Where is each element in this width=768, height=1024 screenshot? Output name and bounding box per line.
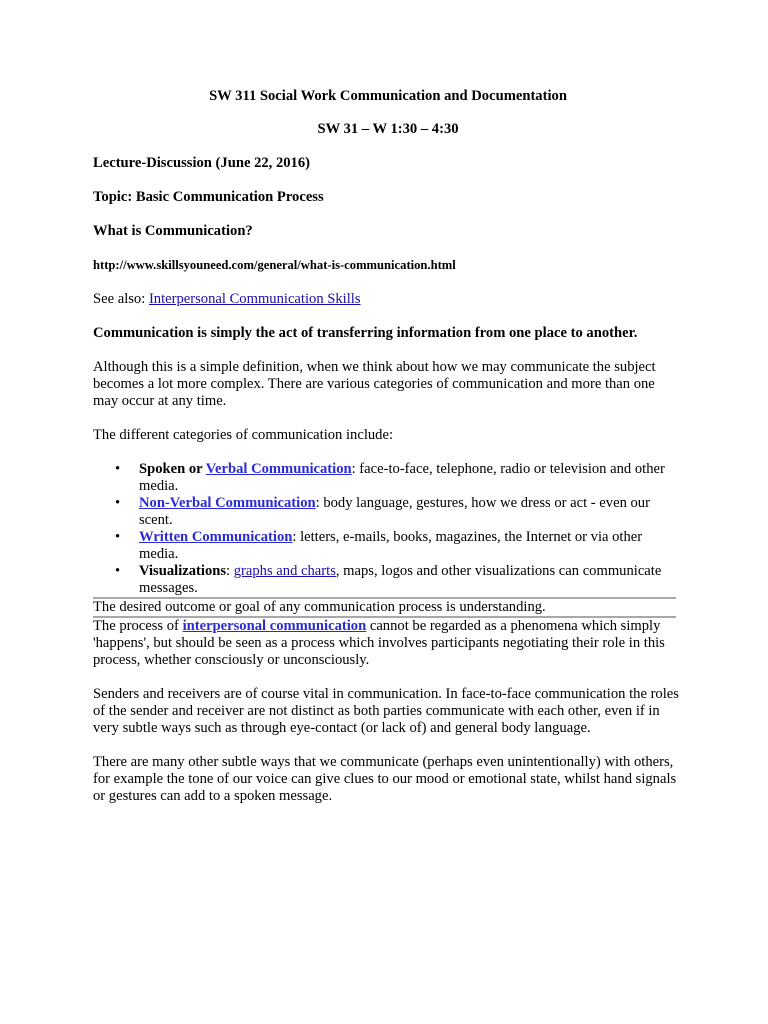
see-also-prefix: See also: [93, 291, 149, 307]
subtle-paragraph: There are many other subtle ways that we communicate (perhaps even unintentionally) with others, for example the tone of our voice can give clues to our mood or emotional state, whilst hand signals or gestures can add to a spoken message. [93, 754, 677, 804]
intro-paragraph: Although this is a simple definition, when we think about how we may communicate the subject becomes a lot more complex. There are various categories of communication and more than one may occur at any time. [93, 359, 656, 409]
list-item [115, 529, 683, 563]
topic-heading: Topic: Basic Communication Process [93, 189, 324, 205]
document-body [93, 88, 683, 822]
verbal-communication-link[interactable]: Verbal Communication [205, 461, 352, 477]
bullet-icon: • [115, 563, 121, 579]
list-item [115, 495, 683, 529]
goal-statement: The desired outcome or goal of any communication process is understanding. [93, 599, 546, 615]
definition: Communication is simply the act of transferring information from one place to another. [93, 325, 638, 341]
course-title: SW 311 Social Work Communication and Documentation [209, 88, 567, 104]
categories-list [93, 461, 683, 597]
category-colon: : [226, 563, 234, 579]
category-prefix: Spoken or [139, 461, 206, 477]
process-paragraph [93, 618, 683, 669]
question-heading: What is Communication? [93, 223, 253, 239]
source-url: http://www.skillsyouneed.com/general/what-is-communication.html [93, 258, 456, 272]
bullet-icon: • [115, 495, 121, 511]
written-communication-link[interactable]: Written Communication [139, 529, 293, 545]
bullet-icon: • [115, 461, 121, 477]
see-also-line [93, 291, 683, 308]
non-verbal-communication-link[interactable]: Non-Verbal Communication [139, 495, 316, 511]
bullet-icon: • [115, 529, 121, 545]
graphs-and-charts-link[interactable]: graphs and charts [233, 563, 336, 579]
category-desc: : face-to-face, telephone, radio or television and other media. [139, 461, 665, 494]
list-item [115, 563, 683, 597]
category-desc: , maps, logos and other visualizations can communicate messages. [139, 563, 662, 596]
category-desc: : body language, gestures, how we dress or act - even our scent. [139, 495, 650, 528]
interpersonal-communication-link[interactable]: interpersonal communication [182, 618, 367, 634]
course-section: SW 31 – W 1:30 – 4:30 [317, 121, 459, 137]
category-prefix: Visualizations [139, 563, 227, 579]
list-item [115, 461, 683, 495]
senders-paragraph: Senders and receivers are of course vital in communication. In face-to-face communication the roles of the sender and receiver are not distinct as both parties communicate with each other, even if in very subtle ways such as through eye-contact (or lack of) and general body language. [93, 686, 679, 736]
see-also-link[interactable]: Interpersonal Communication Skills [148, 291, 361, 307]
process-rest: cannot be regarded as a phenomena which simply 'happens', but should be seen as a process which involves participants negotiating their role in this process, whether consciously or unconsciously. [93, 618, 665, 668]
lecture-heading: Lecture-Discussion (June 22, 2016) [93, 155, 311, 171]
list-intro: The different categories of communication include: [93, 427, 394, 443]
category-desc: : letters, e-mails, books, magazines, the Internet or via other media. [139, 529, 643, 562]
process-prefix: The process of [93, 618, 183, 634]
